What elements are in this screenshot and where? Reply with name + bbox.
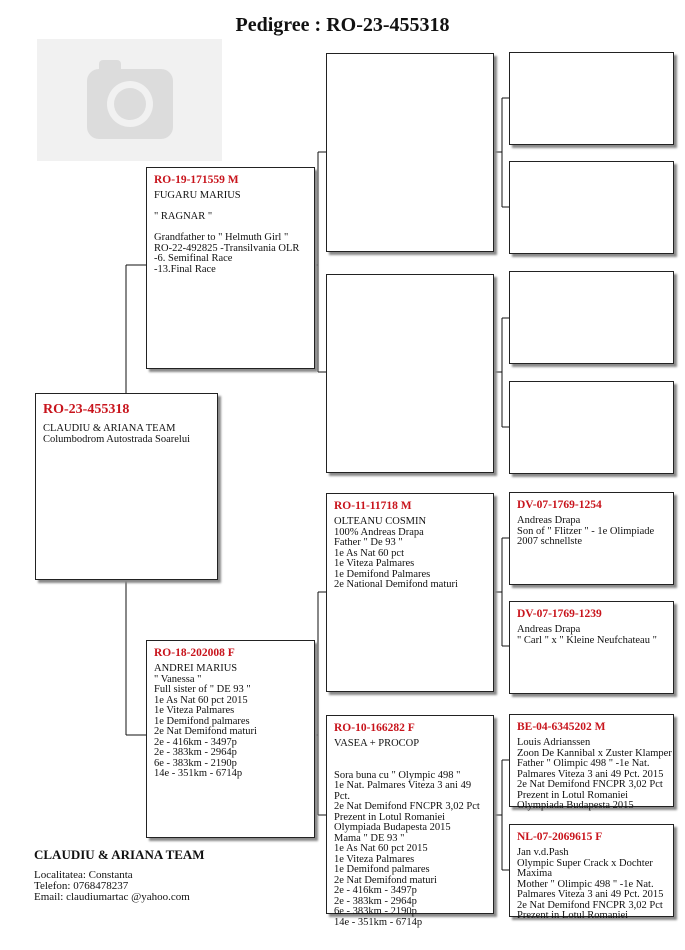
dam-line: 1e Viteza Palmares (154, 705, 235, 716)
dam-sire-ring: RO-11-11718 M (334, 500, 412, 512)
dam-dam-line: Pct. (334, 790, 351, 802)
dam-line: 1e As Nat 60 pct 2015 (154, 694, 248, 706)
dds-dam-line: Mother " Olimpic 498 " -1e Nat. (517, 878, 654, 890)
dds-sire-line: Palmares Viteza 3 ani 49 Pct. 2015 (517, 768, 664, 780)
dam-dam-line (334, 750, 493, 761)
dam-line: ANDREI MARIUS (154, 663, 238, 674)
dam-dam-line: Mama " DE 93 " (334, 832, 405, 844)
dss-dam-card (509, 601, 674, 694)
dam-sire-line: 1e Viteza Palmares (334, 558, 415, 569)
breeder-email: Email: claudiumartac @yahoo.com (34, 891, 190, 903)
dam-sire-line: Father " De 93 " (334, 537, 403, 548)
sss-card (509, 52, 674, 145)
sire-line: -6. Semifinal Race (154, 253, 233, 264)
breeder-locality: Localitatea: Constanta (34, 869, 133, 881)
dam-line: 2e - 383km - 2964p (154, 747, 237, 758)
dds-sire-ring: BE-04-6345202 M (517, 721, 606, 733)
dss-sire-card (509, 492, 674, 585)
dam-sire-card (326, 493, 494, 692)
dam-dam-line: Prezent in Lotul Romaniei (334, 811, 446, 823)
dam-dam-line: 1e Nat. Palmares Viteza 3 ani 49 (334, 780, 472, 791)
dam-line: 14e - 351km - 6714p (154, 768, 243, 779)
dam-line: Full sister of " DE 93 " (154, 684, 251, 695)
dam-ring: RO-18-202008 F (154, 647, 235, 659)
dds-dam-line: Jan v.d.Pash (517, 847, 569, 858)
dam-sire-line: 1e As Nat 60 pct (334, 547, 404, 559)
dam-sire-line: 2e National Demifond maturi (334, 579, 458, 590)
subject-line: Columbodrom Autostrada Soarelui (43, 433, 190, 445)
subject-ring: RO-23-455318 (43, 402, 130, 417)
dss-sire-ring: DV-07-1769-1254 (517, 499, 602, 511)
dam-dam-line: 2e Nat Demifond maturi (334, 874, 437, 886)
subject-line: CLAUDIU & ARIANA TEAM (43, 423, 176, 434)
dam-line: 2e - 416km - 3497p (154, 736, 237, 748)
dam-dam-line: 14e - 351km - 6714p (334, 916, 423, 928)
dam-dam-line: Olympiada Budapesta 2015 (334, 822, 451, 833)
sdd-card (509, 381, 674, 474)
dam-line: 6e - 383km - 2190p (154, 757, 237, 769)
dam-sire-line: OLTEANU COSMIN (334, 516, 427, 527)
page-title: Pedigree : RO-23-455318 (235, 14, 450, 36)
dds-dam-line: Olympic Super Crack x Dochter (517, 857, 653, 869)
dam-dam-line: 2e Nat Demifond FNCPR 3,02 Pct (334, 801, 480, 812)
dds-dam-card (509, 824, 674, 921)
sire-line: " RAGNAR " (154, 211, 213, 222)
dam-dam-line: 1e As Nat 60 pct 2015 (334, 843, 428, 854)
dam-sire-line: 1e Demifond Palmares (334, 568, 431, 580)
breeder-name: CLAUDIU & ARIANA TEAM (34, 847, 205, 862)
dam-dam-line (334, 760, 493, 771)
sire-line: Grandfather to " Helmuth Girl " (154, 232, 289, 243)
dam-card (146, 640, 315, 838)
dam-dam-line: 2e - 383km - 2964p (334, 895, 417, 907)
dds-dam-line: 2e Nat Demifond FNCPR 3,02 Pct (517, 899, 663, 911)
dam-dam-card (326, 715, 494, 928)
dam-dam-line: 1e Demifond palmares (334, 864, 430, 875)
dds-sire-line: Olympiada Budapesta 2015 (517, 800, 634, 811)
dds-sire-line: 2e Nat Demifond FNCPR 3,02 Pct (517, 779, 663, 790)
dam-dam-line: 6e - 383km - 2190p (334, 906, 417, 917)
subject-card (35, 393, 218, 580)
dss-sire-line: Andreas Drapa (517, 515, 581, 526)
dds-sire-line: Louis Adrianssen (517, 737, 591, 748)
sire-sire-card (326, 53, 494, 252)
dam-line: " Vanessa " (154, 673, 202, 685)
dds-dam-line: Palmares Viteza 3 ani 49 Pct. 2015 (517, 889, 664, 900)
dss-dam-ring: DV-07-1769-1239 (517, 608, 602, 620)
dam-dam-line: Sora buna cu " Olympic 498 " (334, 769, 461, 781)
sire-line: -13.Final Race (154, 263, 216, 275)
dds-dam-ring: NL-07-2069615 F (517, 831, 603, 843)
dam-dam-line: 1e Viteza Palmares (334, 853, 415, 865)
dds-sire-line: Prezent in Lotul Romaniei (517, 789, 629, 801)
breeder-phone: Telefon: 0768478237 (34, 880, 129, 892)
breeder-info (34, 848, 205, 903)
dam-line: 2e Nat Demifond maturi (154, 726, 257, 737)
dss-sire-line: Son of " Flitzer " - 1e Olimpiade (517, 525, 655, 537)
dam-sire-line: 100% Andreas Drapa (334, 526, 424, 538)
dss-dam-line: " Carl " x " Kleine Neufchateau " (517, 634, 657, 646)
dss-dam-line: Andreas Drapa (517, 624, 581, 635)
sire-dam-card (326, 274, 494, 473)
dam-line: 1e Demifond palmares (154, 715, 250, 727)
dds-dam-line: Maxima (517, 868, 552, 879)
dam-dam-ring: RO-10-166282 F (334, 722, 415, 734)
dds-sire-line: Zoon De Kannibal x Zuster Klamper (517, 747, 672, 759)
dam-dam-line: 2e - 416km - 3497p (334, 885, 417, 896)
dds-sire-card (509, 714, 674, 811)
dam-dam-line: VASEA + PROCOP (334, 738, 420, 749)
sire-card (146, 167, 315, 369)
dds-dam-line: Prezent in Lotul Romaniei (517, 910, 629, 921)
dss-sire-line: 2007 schnellste (517, 536, 583, 547)
sds-card (509, 271, 674, 364)
sire-line: FUGARU MARIUS (154, 190, 241, 201)
sire-ring: RO-19-171559 M (154, 174, 239, 186)
ssd-card (509, 161, 674, 254)
sire-line: RO-22-492825 -Transilvania OLR (154, 242, 300, 254)
dds-sire-line: Father " Olimpic 498 " -1e Nat. (517, 758, 650, 769)
